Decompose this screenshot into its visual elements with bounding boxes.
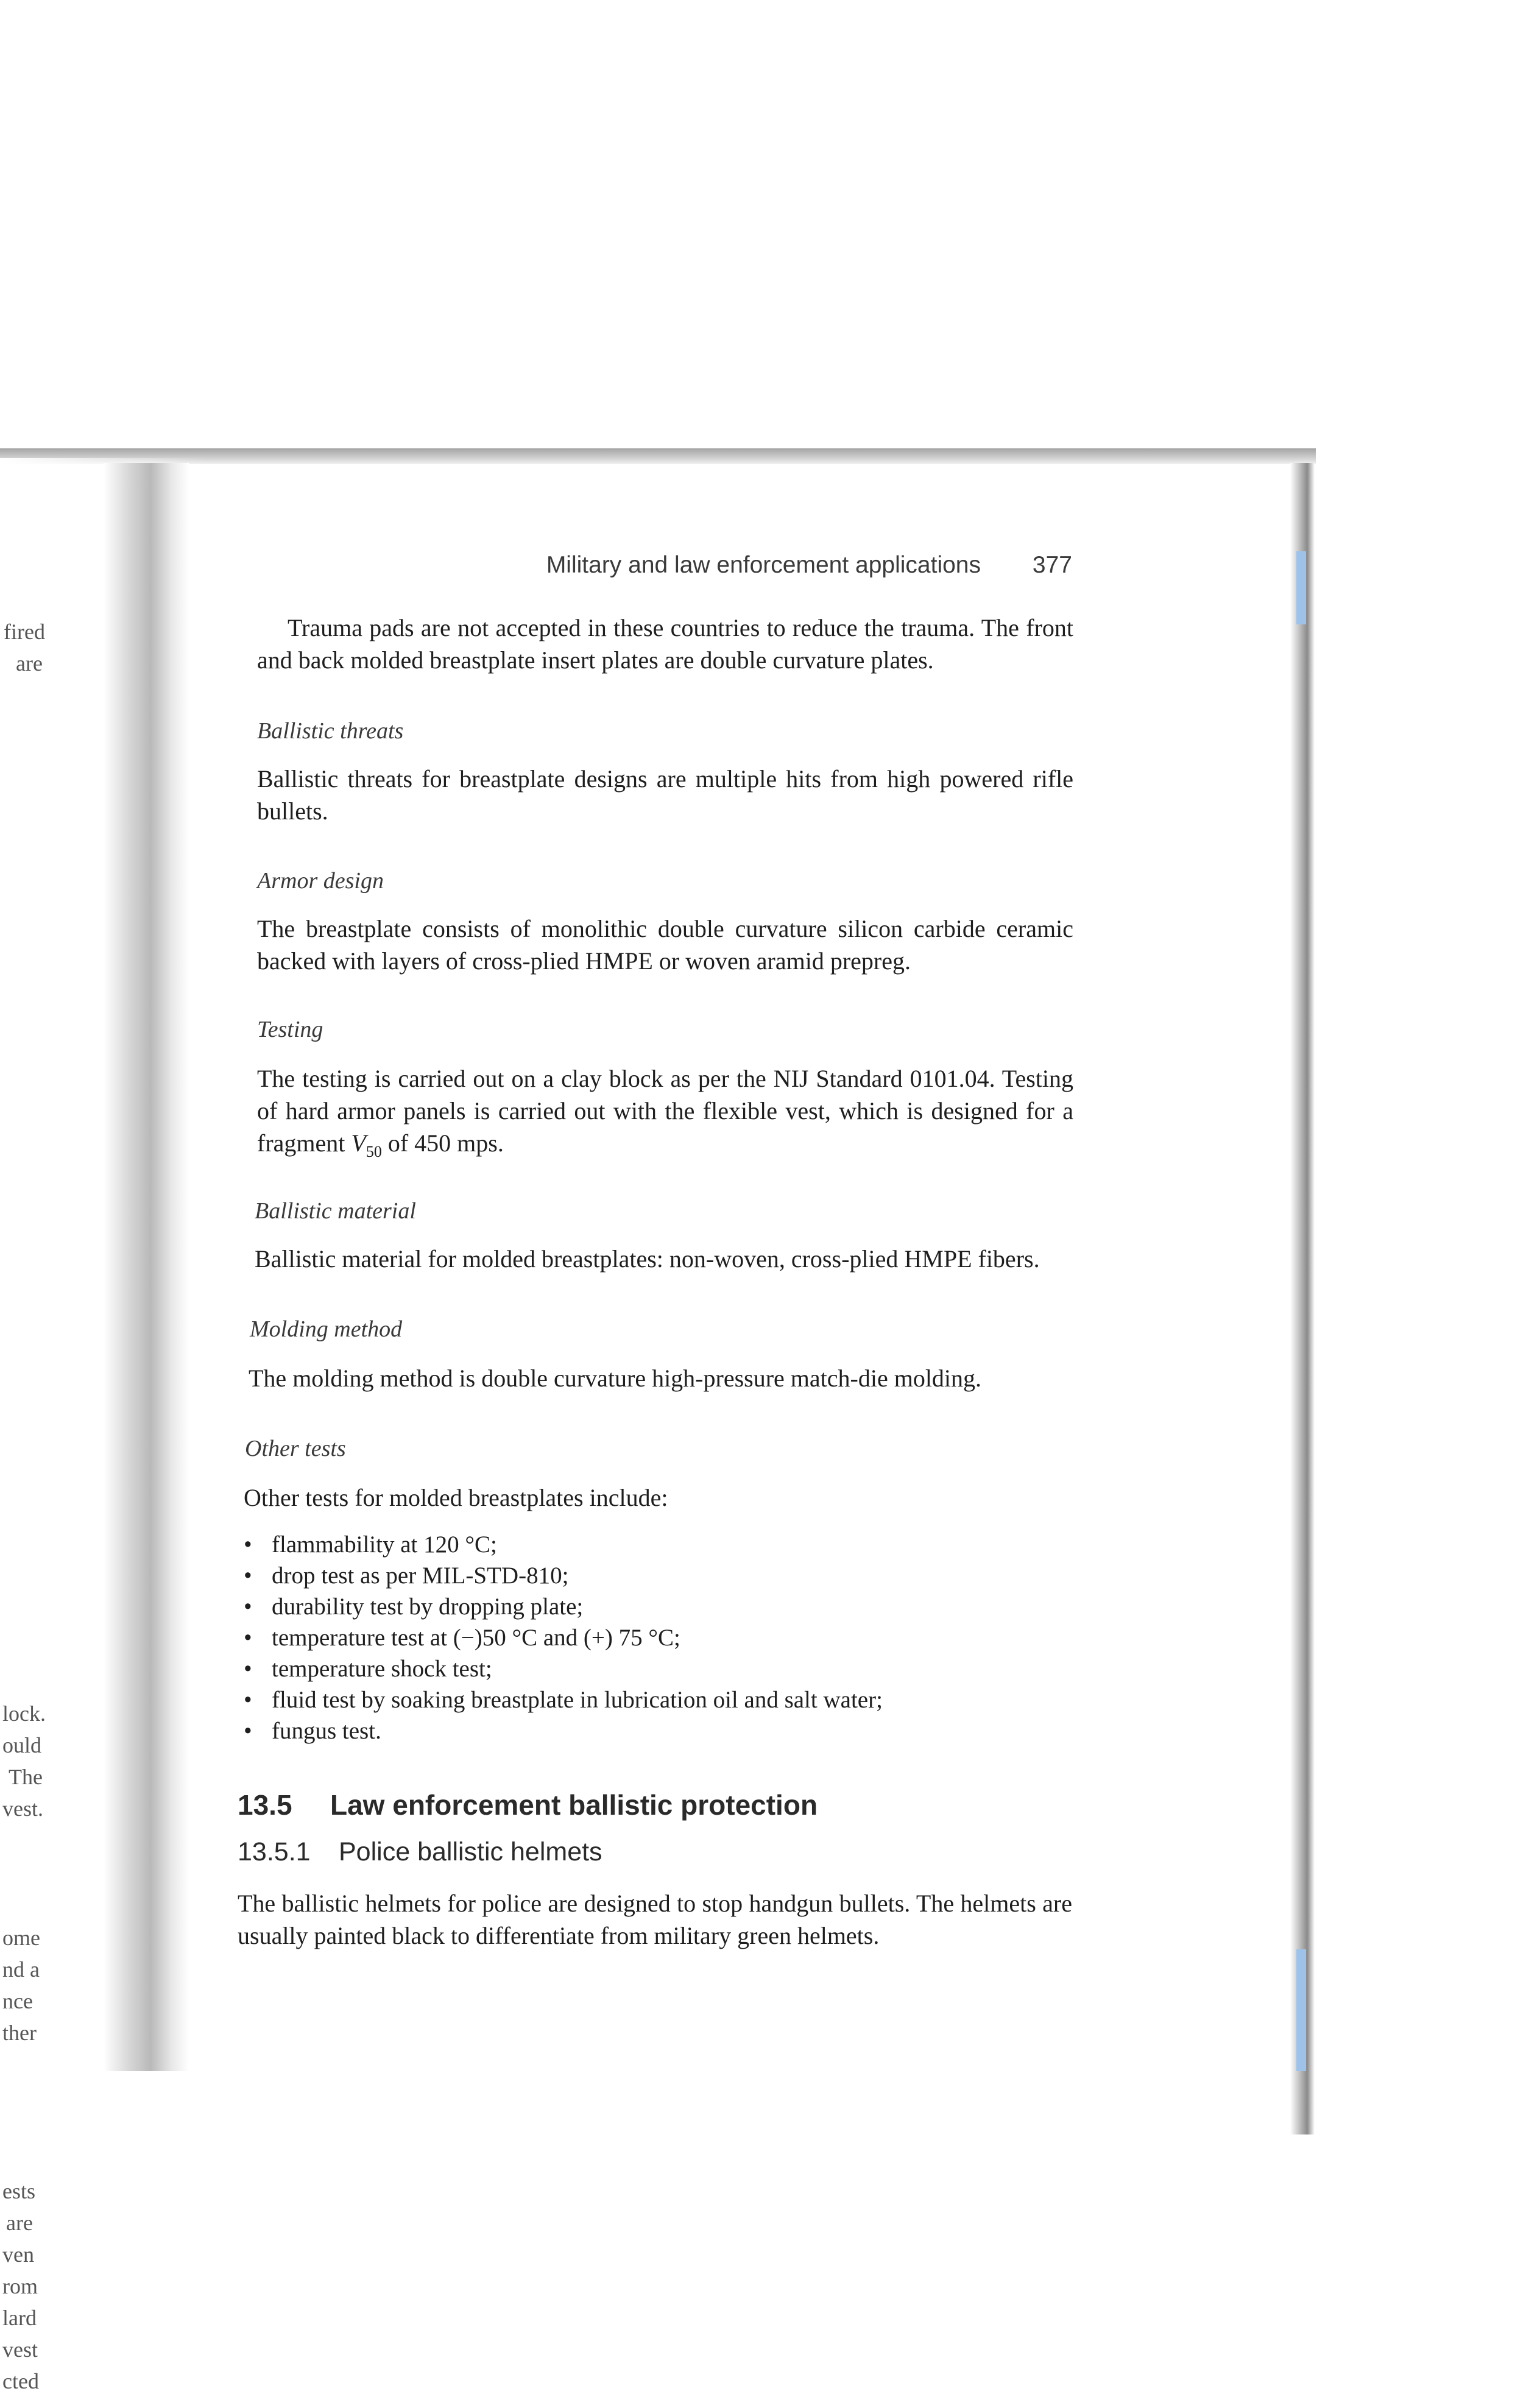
fragment: ther bbox=[2, 2021, 37, 2045]
fragment: nd a bbox=[2, 1957, 40, 1982]
paragraph-ballistic-threats: Ballistic threats for breastplate designs are multiple hits from high powered rifle bullets. bbox=[257, 765, 1073, 825]
testing-text-after: of 450 mps. bbox=[381, 1129, 504, 1157]
paragraph-other-tests-intro: Other tests for molded breastplates include: bbox=[244, 1484, 668, 1511]
scan-blue-tab bbox=[1296, 551, 1306, 624]
facing-page-fragments bbox=[0, 463, 122, 2393]
fragment: The bbox=[9, 1765, 43, 1789]
fragment: ven bbox=[2, 2242, 34, 2267]
list-item: • fungus test. bbox=[244, 1715, 1072, 1746]
testing-text-before: The testing is carried out on a clay block as per the NIJ Standard 0101.04. Testing of hard armor panels is carried out with the flexible vest, which is designed for a fragment bbox=[257, 1065, 1073, 1157]
fragment: nce bbox=[2, 1989, 33, 2013]
subheading-ballistic-material: Ballistic material bbox=[255, 1198, 416, 1224]
list-item: • temperature test at (−)50 °C and (+) 75 °C; bbox=[244, 1622, 1072, 1653]
fragment: vest. bbox=[2, 1796, 43, 1821]
section-number: 13.5 bbox=[238, 1789, 292, 1821]
list-item: • flammability at 120 °C; bbox=[244, 1529, 1072, 1560]
section-title: Law enforcement ballistic protection bbox=[330, 1789, 818, 1821]
velocity-symbol: V bbox=[351, 1129, 366, 1157]
subsection-number: 13.5.1 bbox=[238, 1837, 311, 1866]
subheading-armor-design: Armor design bbox=[257, 868, 384, 894]
page-number: 377 bbox=[1032, 552, 1072, 578]
fragment: lard bbox=[2, 2306, 37, 2330]
subheading-other-tests: Other tests bbox=[245, 1436, 346, 1461]
subheading-molding-method: Molding method bbox=[250, 1316, 403, 1342]
scan-blue-tab bbox=[1296, 1949, 1306, 2071]
paragraph-testing bbox=[257, 1062, 1073, 1168]
other-tests-list bbox=[244, 1529, 1072, 1746]
paragraph-armor-design: The breastplate consists of monolithic double curvature silicon carbide ceramic backed with layers of cross-plied HMPE or woven aramid prepreg. bbox=[257, 915, 1073, 975]
running-title: Military and law enforcement applications bbox=[546, 552, 981, 578]
paragraph-ballistic-material: Ballistic material for molded breastplates: non-woven, cross-plied HMPE fibers. bbox=[255, 1245, 1040, 1273]
fragment: vest bbox=[2, 2337, 38, 2362]
paragraph-police-helmets: The ballistic helmets for police are designed to stop handgun bullets. The helmets are usually painted black to differentiate from military green helmets. bbox=[238, 1890, 1072, 1949]
fragment: cted bbox=[2, 2369, 39, 2393]
paragraph-molding-method: The molding method is double curvature high-pressure match-die molding. bbox=[249, 1365, 982, 1392]
scan-right-edge bbox=[1290, 463, 1315, 2134]
subsection-title: Police ballistic helmets bbox=[339, 1837, 602, 1866]
list-item: • durability test by dropping plate; bbox=[244, 1591, 1072, 1622]
fragment: ome bbox=[2, 1926, 40, 1950]
subsection-heading bbox=[238, 1837, 602, 1867]
fragment: fired bbox=[4, 620, 45, 644]
list-item: • fluid test by soaking breastplate in lubrication oil and salt water; bbox=[244, 1684, 1072, 1715]
velocity-subscript: 50 bbox=[366, 1143, 382, 1160]
subheading-ballistic-threats: Ballistic threats bbox=[257, 718, 404, 744]
intro-paragraph: Trauma pads are not accepted in these countries to reduce the trauma. The front and back molded breastplate insert plates are double curvature plates. bbox=[257, 614, 1073, 674]
fragment: ests bbox=[2, 2179, 35, 2203]
fragment: are bbox=[6, 2211, 33, 2235]
list-item: • drop test as per MIL-STD-810; bbox=[244, 1560, 1072, 1591]
fragment: lock. bbox=[2, 1701, 46, 1726]
subheading-testing: Testing bbox=[257, 1017, 323, 1042]
fragment: ould bbox=[2, 1733, 42, 1757]
section-heading bbox=[238, 1788, 818, 1821]
fragment: rom bbox=[2, 2274, 38, 2298]
fragment: are bbox=[16, 651, 43, 676]
list-item: • temperature shock test; bbox=[244, 1653, 1072, 1684]
